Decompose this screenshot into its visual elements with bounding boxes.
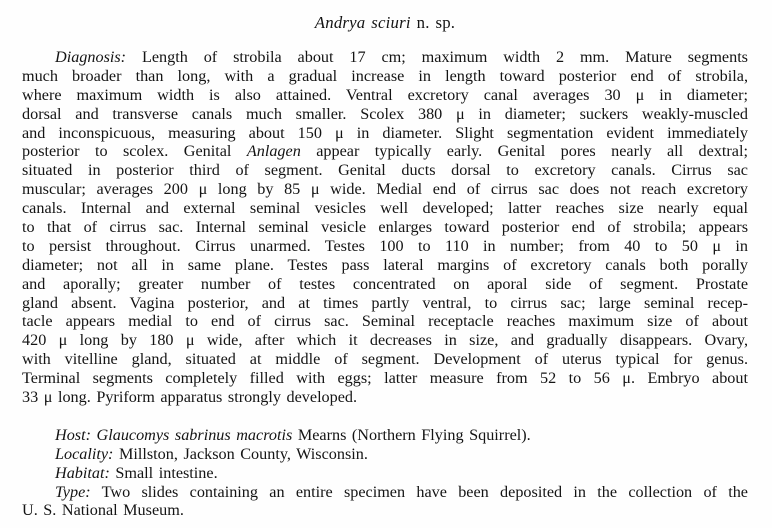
text-segment: Terminal segments completely filled with eggs; latter measure from 52 to 56 μ. Embryo about [22,369,748,388]
text-line [22,142,748,161]
text-line [22,67,748,86]
italic-text-segment: Locality: [55,444,114,463]
text-line [22,312,748,331]
italic-text-segment: Diagnosis: [55,48,127,66]
text-line [22,275,748,294]
text-segment: 33 μ long. Pyriform apparatus strongly developed. [22,388,358,407]
text-line [22,218,748,237]
italic-text-segment: Andrya sciuri [314,13,411,32]
text-segment: U. S. National Museum. [22,501,184,520]
text-segment: appear typically early. Genital pores nearly all dextral; [300,142,748,161]
text-segment: dorsal and transverse canals much smaller. Scolex 380 μ in diameter; suckers weakly-muscled [22,104,748,123]
text-line [22,13,748,33]
text-line [22,350,748,369]
text-segment: gland absent. Vagina posterior, and at times partly ventral, to cirrus sac; large seminal recep- [22,293,748,312]
italic-text-segment: Anlagen [246,142,301,161]
italic-text-segment: Host: [55,425,91,444]
italic-text-segment: Type: [55,482,91,501]
text-segment: Small intestine. [109,463,218,482]
text-segment: and inconspicuous, measuring about 150 μ in diameter. Slight segmentation evident immediately [22,123,748,142]
text-segment: Length of strobila about 17 cm; maximum width 2 mm. Mature segments [126,48,748,66]
text-segment: to that of cirrus sac. Internal seminal vesicle enlarges toward posterior end of strobila; appears [22,218,748,237]
text-line [22,237,748,256]
text-segment: situated in posterior third of segment. Genital ducts dorsal to excretory canals. Cirrus sac [22,161,748,180]
text-segment: tacle appears medial to end of cirrus sac. Seminal receptacle reaches maximum size of about [22,312,748,331]
text-line [22,256,748,275]
text-line [22,294,748,313]
text-segment: and aporally; greater number of testes concentrated on aporal side of segment. Prostate [22,274,748,293]
italic-text-segment: Glaucomys sabrinus macrotis [96,425,293,444]
text-line [22,161,748,180]
text-segment: diameter; not all in same plane. Testes pass lateral margins of excretory canals both porally [22,255,748,274]
species-heading [22,13,748,33]
diagnosis-paragraph [22,48,748,407]
text-line [22,180,748,199]
text-segment: n. sp. [410,13,456,32]
text-line [22,86,748,105]
text-segment: where maximum width is also attained. Ventral excretory canal averages 30 μ in diameter; [22,85,748,104]
text-segment: muscular; averages 200 μ long by 85 μ wide. Medial end of cirrus sac does not reach excretory [22,180,748,199]
text-line [22,501,748,520]
text-segment: to persist throughout. Cirrus unarmed. Testes 100 to 110 in number; from 40 to 50 μ in [22,236,748,255]
text-segment: posterior to scolex. Genital [22,142,247,161]
text-line [22,331,748,350]
text-line [22,464,748,483]
text-segment: Millston, Jackson County, Wisconsin. [113,444,368,463]
text-segment: Mearns (Northern Flying Squirrel). [292,425,531,444]
italic-text-segment: Habitat: [55,463,110,482]
text-segment: 420 μ long by 180 μ wide, after which it decreases in size, and gradually disappears. Ovary, [22,331,748,350]
text-line [22,445,748,464]
text-segment: much broader than long, with a gradual increase in length toward posterior end of strobila, [22,66,748,85]
text-line [22,369,748,388]
text-line [22,426,748,445]
text-line [22,483,748,502]
text-line [22,105,748,124]
text-segment: with vitelline gland, situated at middle of segment. Development of uterus typical for genus. [22,350,748,369]
text-segment: Two slides containing an entire specimen have been deposited in the collection of the [90,482,748,501]
text-line [22,48,748,67]
text-line [22,199,748,218]
specimen-details-section [22,426,748,520]
text-line [22,124,748,143]
text-segment: canals. Internal and external seminal vesicles well developed; latter reaches size nearly equal [22,199,748,218]
text-line [22,388,748,407]
